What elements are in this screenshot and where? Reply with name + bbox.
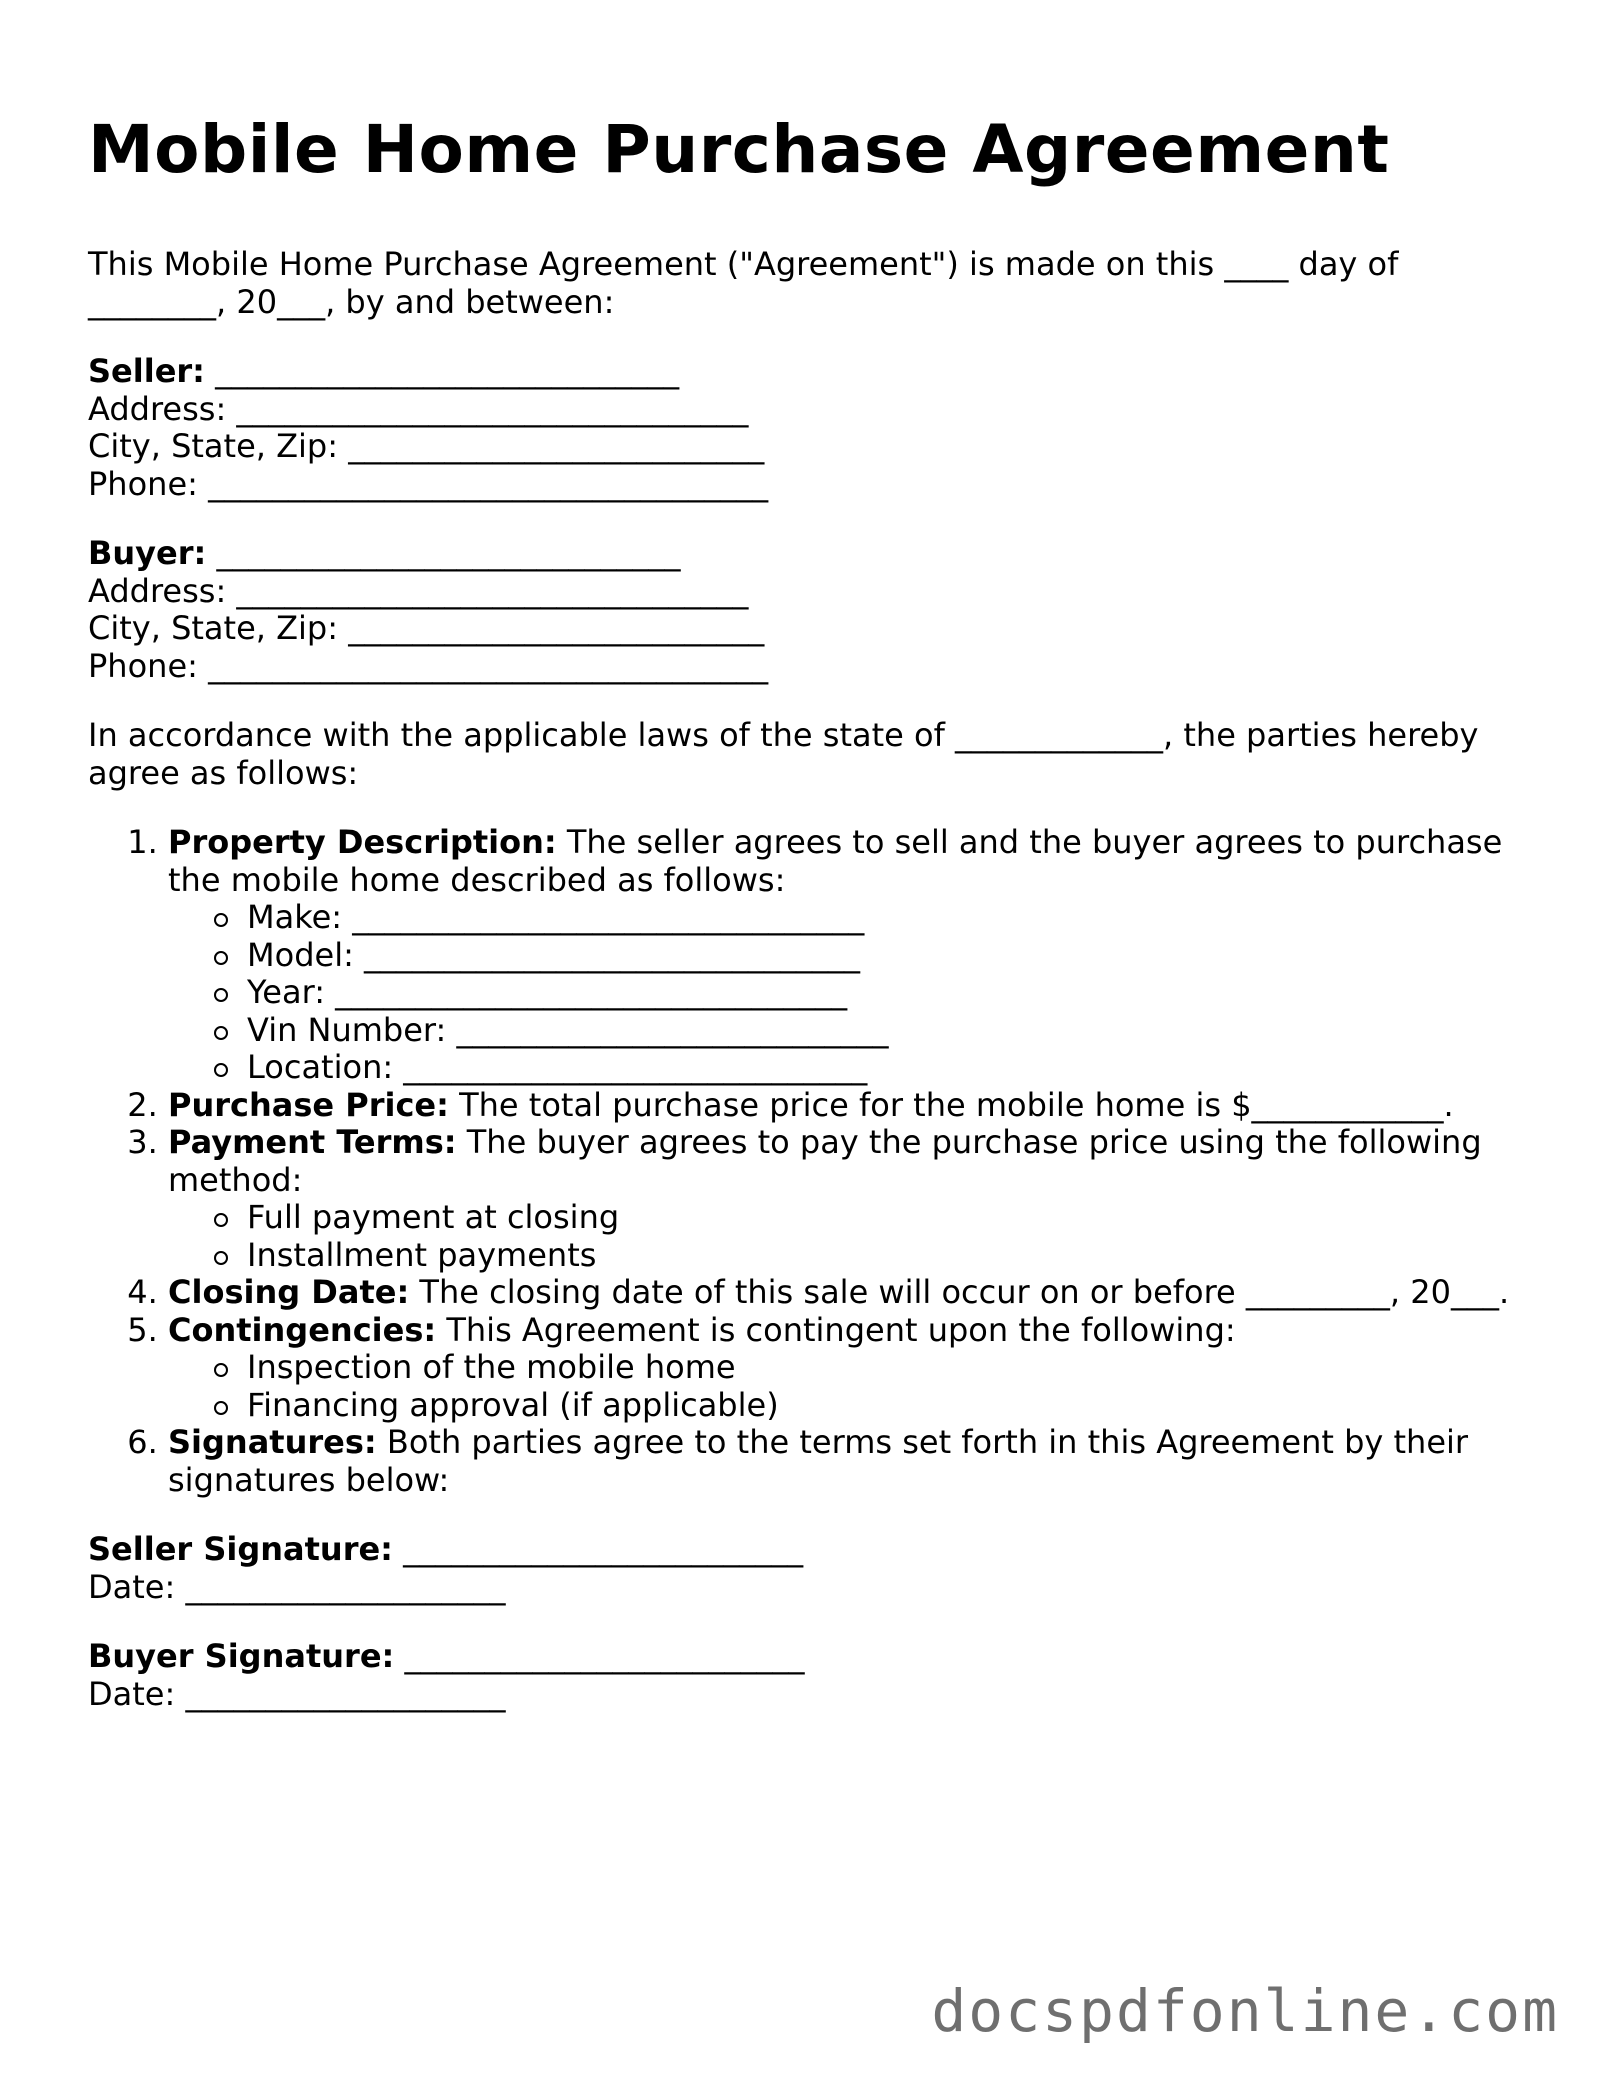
- buyer-signature-block: [88, 1638, 1528, 1713]
- term-contingencies: [168, 1312, 1528, 1425]
- term-signatures: [168, 1424, 1528, 1499]
- property-model: Model: _______________________________: [247, 937, 1528, 975]
- contingencies-text: This Agreement is contingent upon the following:: [436, 1310, 1236, 1349]
- property-details-list: [168, 899, 1528, 1087]
- payment-option-full: Full payment at closing: [247, 1199, 1528, 1237]
- buyer-city-line: City, State, Zip: __________________________: [88, 609, 765, 647]
- buyer-signature-blank: _________________________: [394, 1637, 805, 1675]
- payment-text: The buyer agrees to pay the purchase price using the following method:: [168, 1123, 1482, 1199]
- seller-name-blank: _____________________________: [204, 352, 680, 390]
- closing-label: Closing Date:: [168, 1273, 410, 1311]
- property-make: Make: ________________________________: [247, 899, 1528, 937]
- property-year: Year: ________________________________: [247, 974, 1528, 1012]
- buyer-label: Buyer:: [88, 534, 207, 572]
- seller-label: Seller:: [88, 352, 205, 390]
- law-line-2: agree as follows:: [88, 753, 359, 792]
- buyer-address-line: Address: ________________________________: [88, 571, 749, 610]
- price-text: The total purchase price for the mobile home is $____________.: [448, 1085, 1454, 1124]
- law-paragraph: [88, 717, 1528, 792]
- intro-line-2: ________, 20___, by and between:: [88, 282, 615, 321]
- term-closing-date: [168, 1274, 1528, 1312]
- law-line-1: In accordance with the applicable laws of the state of _____________, the parties hereby: [88, 716, 1479, 754]
- terms-list: [88, 824, 1528, 1499]
- property-text: The seller agrees to sell and the buyer agrees to purchase the mobile home described as follows:: [168, 823, 1503, 899]
- site-watermark: docspdfonline.com: [931, 1977, 1559, 2045]
- term-property-description: [168, 824, 1528, 1087]
- document-page: [88, 110, 1528, 1745]
- contingencies-label: Contingencies:: [168, 1310, 437, 1349]
- property-vin: Vin Number: ___________________________: [247, 1012, 1528, 1050]
- signatures-text: Both parties agree to the terms set forth in this Agreement by their signatures below:: [168, 1423, 1469, 1499]
- buyer-signature-line: [88, 1638, 1528, 1676]
- payment-option-installment: Installment payments: [247, 1237, 1528, 1275]
- seller-name-line: [88, 353, 1528, 391]
- buyer-name-blank: _____________________________: [206, 534, 681, 572]
- signatures-label: Signatures:: [168, 1423, 377, 1461]
- seller-signature-line: [88, 1531, 1528, 1569]
- seller-address-line: Address: ________________________________: [88, 389, 749, 428]
- buyer-block: [88, 535, 1528, 685]
- seller-signature-label: Seller Signature:: [88, 1530, 393, 1568]
- contingency-inspection: Inspection of the mobile home: [247, 1349, 1528, 1387]
- intro-line-1: This Mobile Home Purchase Agreement ("Agreement") is made on this ____ day of: [88, 245, 1399, 283]
- seller-signature-block: [88, 1531, 1528, 1606]
- property-location: Location: _____________________________: [247, 1049, 1528, 1087]
- buyer-name-line: [88, 535, 1528, 573]
- property-label: Property Description:: [168, 823, 557, 861]
- payment-label: Payment Terms:: [168, 1123, 457, 1161]
- document-title: Mobile Home Purchase Agreement: [88, 111, 1390, 188]
- intro-paragraph: [88, 246, 1528, 321]
- seller-city-line: City, State, Zip: __________________________: [88, 427, 765, 465]
- price-label: Purchase Price:: [168, 1085, 449, 1124]
- contingency-financing: Financing approval (if applicable): [247, 1387, 1528, 1425]
- contingencies-list: [168, 1349, 1528, 1424]
- payment-options-list: [168, 1199, 1528, 1274]
- seller-block: [88, 353, 1528, 503]
- buyer-signature-date: Date: ____________________: [88, 1674, 506, 1713]
- term-purchase-price: [168, 1087, 1528, 1125]
- buyer-phone-line: Phone: ___________________________________: [88, 646, 769, 685]
- seller-phone-line: Phone: ___________________________________: [88, 464, 769, 503]
- term-payment-terms: [168, 1124, 1528, 1274]
- closing-text: The closing date of this sale will occur on or before _________, 20___.: [409, 1273, 1510, 1311]
- buyer-signature-label: Buyer Signature:: [88, 1637, 395, 1675]
- seller-signature-blank: _________________________: [392, 1530, 804, 1568]
- seller-signature-date: Date: ____________________: [88, 1567, 506, 1606]
